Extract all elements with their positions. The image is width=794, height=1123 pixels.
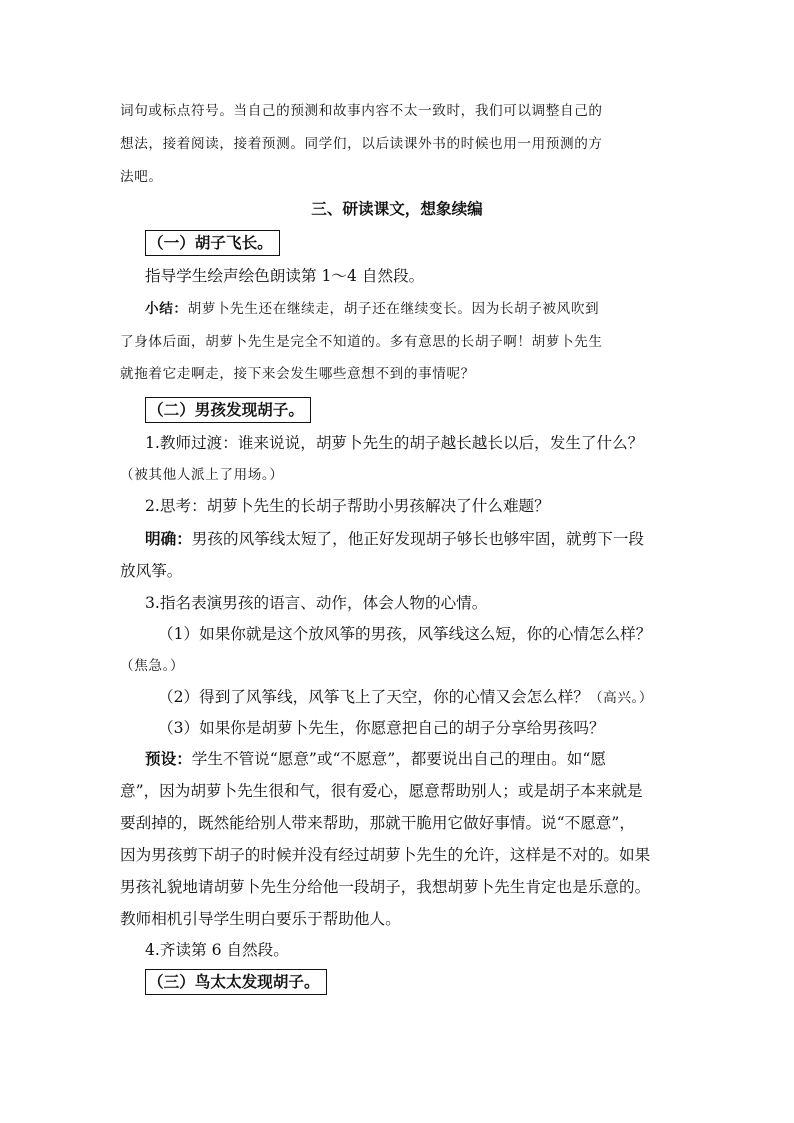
part2-clarify-line-1: [145, 529, 644, 549]
part2-heading: （二）男孩发现胡子。: [145, 397, 311, 423]
part2-sub2: [158, 687, 653, 708]
part1-heading: （一）胡子飞长。: [145, 230, 280, 256]
part2-q3: 3.指名表演男孩的语言、动作，体会人物的心情。: [145, 594, 488, 612]
part1-summary-line-2: 了身体后面，胡萝卜先生是完全不知道的。多有意思的长胡子啊！胡萝卜先生: [120, 334, 603, 350]
clarify-label: 明确：: [145, 529, 192, 548]
part2-preset-line-5: 男孩礼貌地请胡萝卜先生分给他一段胡子，我想胡萝卜先生肯定也是乐意的。: [120, 878, 651, 896]
part3-heading: （三）鸟太太发现胡子。: [145, 969, 327, 995]
part2-preset-line-2: 意”，因为胡萝卜先生很和气，很有爱心，愿意帮助别人；或是胡子本来就是: [120, 782, 643, 800]
part2-preset-line-1: [145, 749, 606, 769]
part2-q1-answer: （被其他人派上了用场。）: [120, 467, 284, 483]
part2-preset-line-3: 要刮掉的，既然能给别人带来帮助，那就干脆用它做好事情。说“不愿意”，: [120, 814, 635, 832]
part1-summary-line-1: [145, 299, 599, 319]
summary-text-1: 胡萝卜先生还在继续走，胡子还在继续变长。因为长胡子被风吹到: [187, 301, 600, 317]
intro-line-3: 法吧。: [120, 169, 163, 185]
summary-label: 小结：: [145, 301, 188, 317]
part2-q4: 4.齐读第 6 自然段。: [145, 941, 289, 959]
part2-sub1-answer: （焦急。）: [120, 658, 185, 674]
part2-sub1: （1）如果你就是这个放风筝的男孩，风筝线这么短，你的心情怎么样？: [158, 625, 652, 643]
part1-summary-line-3: 就拖着它走啊走，接下来会发生哪些意想不到的事情呢？: [120, 366, 475, 382]
part2-preset-line-4: 因为男孩剪下胡子的时候并没有经过胡萝卜先生的允许，这样是不对的。如果: [120, 846, 651, 864]
part2-q2: 2.思考：胡萝卜先生的长胡子帮助小男孩解决了什么难题？: [145, 497, 550, 515]
section-three-title: 三、研读课文，想象续编: [311, 200, 483, 218]
intro-line-2: 想法，接着阅读，接着预测。同学们，以后读课外书的时候也用一用预测的方: [120, 136, 603, 152]
part2-clarify-line-2: 放风筝。: [120, 562, 183, 580]
part2-sub3: （3）如果你是胡萝卜先生，你愿意把自己的胡子分享给男孩吗？: [158, 719, 605, 737]
intro-line-1: 词句或标点符号。当自己的预测和故事内容不太一致时，我们可以调整自己的: [120, 103, 603, 119]
sub2-answer: （高兴。）: [588, 690, 654, 706]
part2-preset-line-6: 教师相机引导学生明白要乐于帮助他人。: [120, 910, 401, 928]
sub2-question: （2）得到了风筝线，风筝飞上了天空，你的心情又会怎么样？: [158, 688, 589, 706]
part1-guide: 指导学生绘声绘色朗读第 1～4 自然段。: [145, 267, 425, 285]
preset-text-1: 学生不管说“愿意”或“不愿意”，都要说出自己的理由。如“愿: [191, 750, 606, 768]
part2-q1: 1.教师过渡：谁来说说，胡萝卜先生的胡子越长越长以后，发生了什么？: [145, 434, 644, 452]
preset-label: 预设：: [145, 749, 192, 768]
clarify-text-1: 男孩的风筝线太短了，他正好发现胡子够长也够牢固，就剪下一段: [191, 530, 645, 548]
